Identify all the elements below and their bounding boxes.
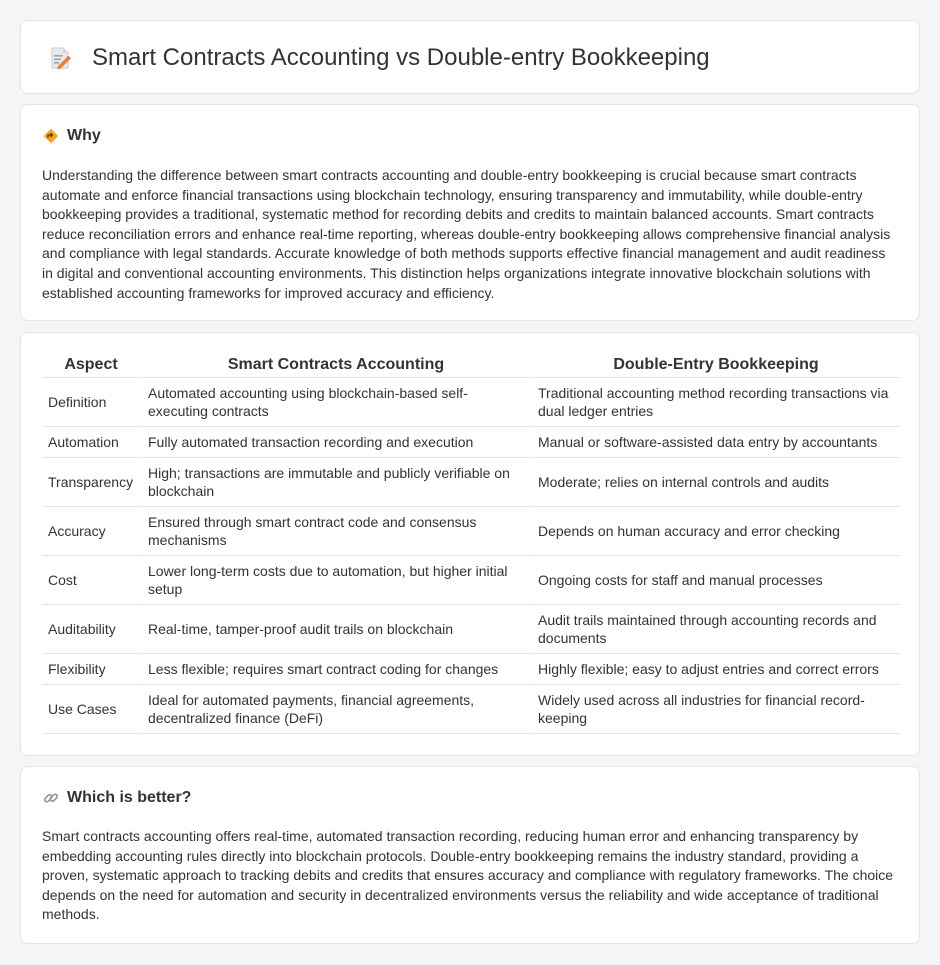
aspect-cell: Transparency [42, 458, 140, 507]
double-entry-cell: Depends on human accuracy and error checking [530, 507, 900, 556]
smart-contracts-cell: Fully automated transaction recording and execution [140, 427, 530, 458]
double-entry-cell: Manual or software-assisted data entry by accountants [530, 427, 900, 458]
column-header-double-entry: Double-Entry Bookkeeping [530, 353, 900, 378]
table-row [42, 654, 900, 685]
smart-contracts-cell: Lower long-term costs due to automation, but higher initial setup [140, 556, 530, 605]
better-text: Smart contracts accounting offers real-time, automated transaction recording, reducing human error and enhancing transparency by embedding accounting rules directly into blockchain protocols. Double-entry bookkeeping remains the industry standard, providing a proven, systematic approach to tracking debits and credits that ensures accuracy and compliance with regulatory frameworks. The choice depends on the need for automation and security in decentralized environments versus the reliability and wide acceptance of traditional methods. [42, 828, 894, 923]
table-row [42, 556, 900, 605]
aspect-cell: Flexibility [42, 654, 140, 685]
comparison-table-card [20, 332, 920, 756]
aspect-cell: Use Cases [42, 685, 140, 734]
double-entry-cell: Highly flexible; easy to adjust entries and correct errors [530, 654, 900, 685]
road-sign-icon [43, 128, 59, 144]
comparison-table [42, 353, 900, 734]
aspect-cell: Accuracy [42, 507, 140, 556]
why-section [20, 104, 920, 321]
smart-contracts-cell: Ideal for automated payments, financial agreements, decentralized finance (DeFi) [140, 685, 530, 734]
column-header-aspect: Aspect [42, 353, 140, 378]
smart-contracts-cell: Real-time, tamper-proof audit trails on blockchain [140, 605, 530, 654]
double-entry-cell: Widely used across all industries for financial record-keeping [530, 685, 900, 734]
header-card [20, 20, 920, 94]
double-entry-cell: Traditional accounting method recording transactions via dual ledger entries [530, 378, 900, 427]
page-title: Smart Contracts Accounting vs Double-entry Bookkeeping [92, 44, 710, 71]
double-entry-cell: Audit trails maintained through accounting records and documents [530, 605, 900, 654]
aspect-cell: Auditability [42, 605, 140, 654]
double-entry-cell: Moderate; relies on internal controls and audits [530, 458, 900, 507]
table-row [42, 458, 900, 507]
table-row [42, 685, 900, 734]
better-heading-text: Which is better? [67, 789, 192, 806]
table-row [42, 427, 900, 458]
why-heading [43, 127, 101, 145]
double-entry-cell: Ongoing costs for staff and manual processes [530, 556, 900, 605]
why-text: Understanding the difference between smart contracts accounting and double-entry bookkeeping is crucial because smart contracts automate and enforce financial transactions using blockchain technology, ensuring transparency and immutability, while double-entry bookkeeping provides a traditional, systematic method for recording debits and credits to maintain balanced accounts. Smart contracts reduce reconciliation errors and enhance real-time reporting, whereas double-entry bookkeeping allows comprehensive financial analysis and compliance with legal standards. Accurate knowledge of both methods supports effective financial management and audit readiness in digital and conventional accounting environments. This distinction helps organizations integrate innovative blockchain solutions with established accounting frameworks for improved accuracy and efficiency. [42, 167, 891, 301]
table-header-row [42, 353, 900, 378]
why-heading-text: Why [67, 127, 101, 144]
smart-contracts-cell: High; transactions are immutable and publicly verifiable on blockchain [140, 458, 530, 507]
aspect-cell: Cost [42, 556, 140, 605]
smart-contracts-cell: Less flexible; requires smart contract coding for changes [140, 654, 530, 685]
aspect-cell: Definition [42, 378, 140, 427]
pencil-document-icon [49, 46, 71, 70]
aspect-cell: Automation [42, 427, 140, 458]
table-row [42, 378, 900, 427]
column-header-smart-contracts: Smart Contracts Accounting [140, 353, 530, 378]
smart-contracts-cell: Ensured through smart contract code and consensus mechanisms [140, 507, 530, 556]
link-icon [43, 790, 59, 806]
better-heading [43, 789, 191, 807]
table-row [42, 507, 900, 556]
which-is-better-section [20, 766, 920, 944]
table-row [42, 605, 900, 654]
smart-contracts-cell: Automated accounting using blockchain-based self-executing contracts [140, 378, 530, 427]
